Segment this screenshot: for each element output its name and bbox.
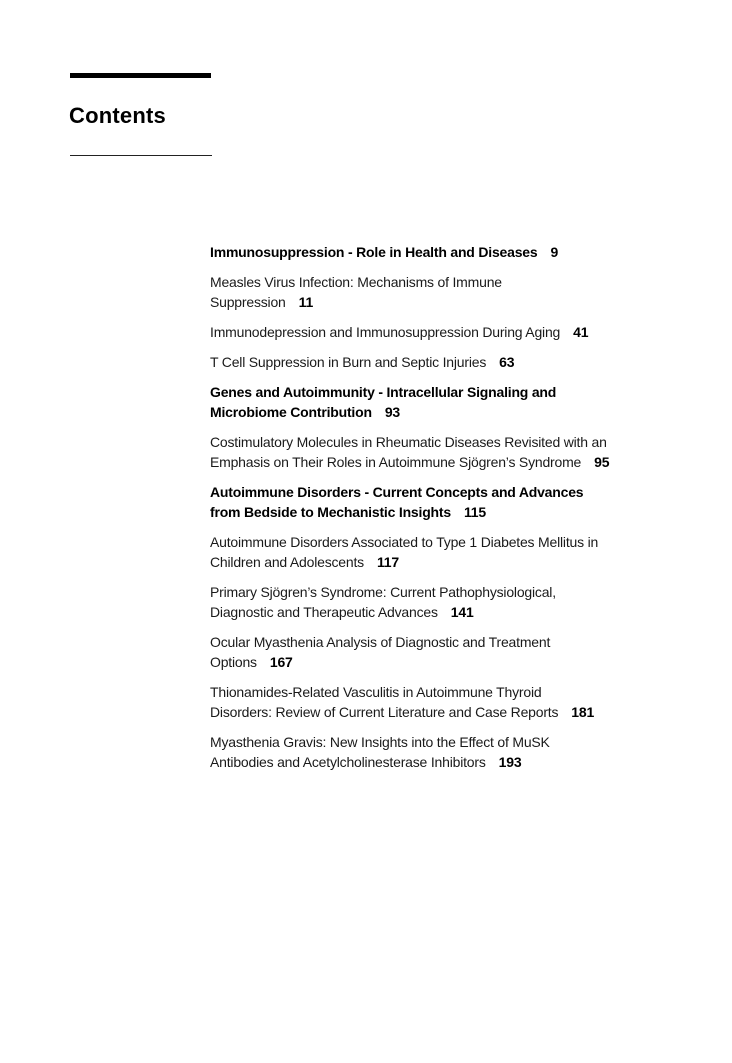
toc-page-number: 95 bbox=[594, 454, 610, 470]
toc-page-number: 63 bbox=[499, 354, 515, 370]
toc-entry-line bbox=[210, 532, 640, 552]
toc-page-number: 181 bbox=[571, 704, 595, 720]
toc-entry-line bbox=[210, 582, 640, 602]
toc-chapter-entry bbox=[210, 682, 640, 722]
toc-section-heading bbox=[210, 482, 640, 522]
toc-entry-text: Microbiome Contribution bbox=[210, 404, 372, 420]
toc-entry-line bbox=[210, 732, 640, 752]
toc-entry-line bbox=[210, 702, 640, 722]
toc-entry-text: Children and Adolescents bbox=[210, 554, 364, 570]
toc-chapter-entry bbox=[210, 352, 640, 372]
toc-entry-line bbox=[210, 322, 640, 342]
toc-page-number: 117 bbox=[376, 554, 399, 570]
toc-section-heading bbox=[210, 242, 640, 262]
toc-entry-line bbox=[210, 632, 640, 652]
toc-entry-line bbox=[210, 502, 640, 522]
toc-chapter-entry bbox=[210, 732, 640, 772]
toc-entry-line bbox=[210, 552, 640, 572]
toc-entry-text: Thionamides-Related Vasculitis in Autoimmune Thyroid bbox=[210, 684, 542, 700]
toc-entry-line bbox=[210, 752, 640, 772]
toc-entry-text: T Cell Suppression in Burn and Septic Injuries bbox=[210, 354, 487, 370]
toc-entry-text: from Bedside to Mechanistic Insights bbox=[210, 504, 451, 520]
toc-chapter-entry bbox=[210, 632, 640, 672]
toc-entry-line bbox=[210, 272, 640, 292]
toc-entry-text: Myasthenia Gravis: New Insights into the Effect of MuSK bbox=[210, 734, 550, 750]
toc-entry-line bbox=[210, 482, 640, 502]
toc-page-number: 193 bbox=[498, 754, 522, 770]
toc-entry-line bbox=[210, 452, 640, 472]
toc-page-number: 93 bbox=[384, 404, 401, 420]
top-thick-rule bbox=[70, 73, 211, 78]
toc-entry-text: Immunosuppression - Role in Health and Diseases bbox=[210, 244, 538, 260]
toc-list bbox=[210, 242, 640, 782]
toc-entry-text: Immunodepression and Immunosuppression During Aging bbox=[210, 324, 561, 340]
toc-page-number: 11 bbox=[298, 294, 314, 310]
toc-entry-text: Diagnostic and Therapeutic Advances bbox=[210, 604, 438, 620]
toc-entry-text: Primary Sjögren’s Syndrome: Current Pathophysiological, bbox=[210, 584, 556, 600]
toc-entry-line bbox=[210, 602, 640, 622]
page-title: Contents bbox=[69, 103, 166, 128]
toc-section-heading bbox=[210, 382, 640, 422]
toc-entry-line bbox=[210, 652, 640, 672]
toc-entry-text: Ocular Myasthenia Analysis of Diagnostic and Treatment bbox=[210, 634, 551, 650]
toc-entry-text: Genes and Autoimmunity - Intracellular Signaling and bbox=[210, 384, 557, 400]
toc-entry-line bbox=[210, 292, 640, 312]
toc-entry-line bbox=[210, 682, 640, 702]
toc-entry-text: Autoimmune Disorders - Current Concepts and Advances bbox=[210, 484, 584, 500]
toc-chapter-entry bbox=[210, 582, 640, 622]
toc-page-number: 115 bbox=[463, 504, 486, 520]
toc-entry-line bbox=[210, 402, 640, 422]
toc-entry-line bbox=[210, 352, 640, 372]
toc-page-number: 41 bbox=[573, 324, 589, 340]
toc-chapter-entry bbox=[210, 432, 640, 472]
toc-chapter-entry bbox=[210, 532, 640, 572]
toc-chapter-entry bbox=[210, 322, 640, 342]
toc-entry-line bbox=[210, 242, 640, 262]
toc-entry-text: Suppression bbox=[210, 294, 286, 310]
toc-entry-text: Autoimmune Disorders Associated to Type 1 Diabetes Mellitus in bbox=[210, 534, 599, 550]
toc-entry-text: Costimulatory Molecules in Rheumatic Diseases Revisited with an bbox=[210, 434, 607, 450]
toc-entry-line bbox=[210, 382, 640, 402]
title-underline-rule bbox=[70, 155, 212, 156]
toc-page-number: 167 bbox=[269, 654, 293, 670]
toc-page-number: 141 bbox=[450, 604, 474, 620]
toc-chapter-entry bbox=[210, 272, 640, 312]
toc-entry-text: Disorders: Review of Current Literature and Case Reports bbox=[210, 704, 559, 720]
toc-entry-text: Options bbox=[210, 654, 257, 670]
toc-page-number: 9 bbox=[550, 244, 559, 260]
toc-entry-text: Emphasis on Their Roles in Autoimmune Sjögren’s Syndrome bbox=[210, 454, 582, 470]
toc-entry-text: Measles Virus Infection: Mechanisms of Immune bbox=[210, 274, 502, 290]
toc-entry-text: Antibodies and Acetylcholinesterase Inhibitors bbox=[210, 754, 486, 770]
toc-entry-line bbox=[210, 432, 640, 452]
